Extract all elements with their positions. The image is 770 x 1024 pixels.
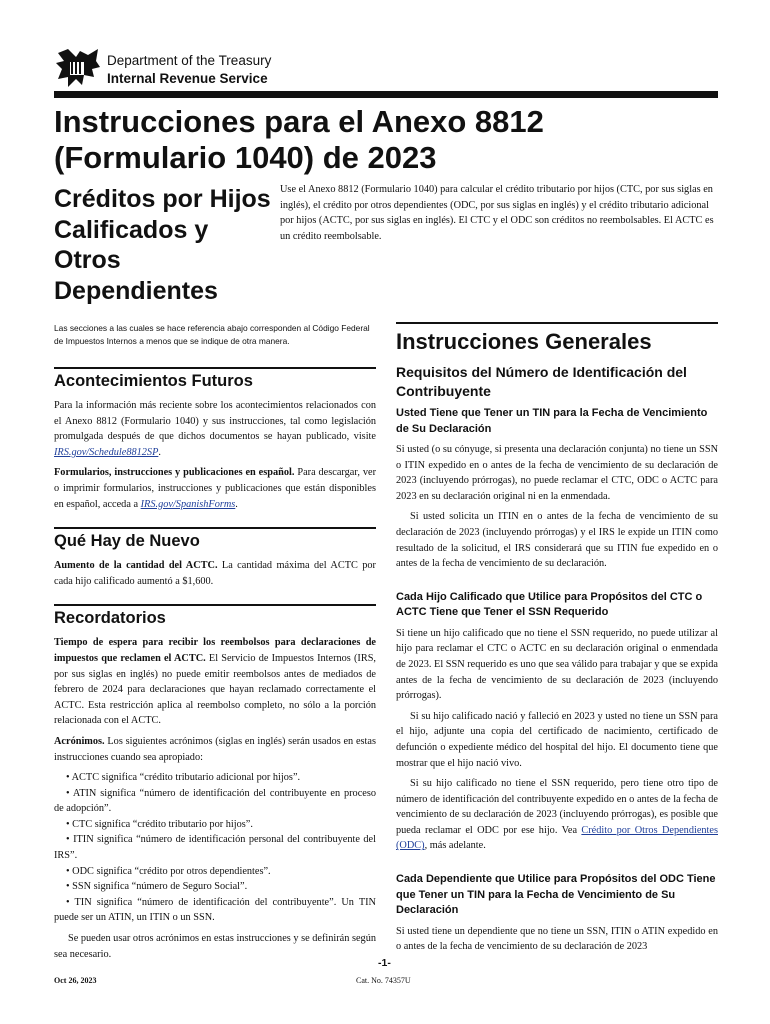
code-reference-note: Las secciones a las cuales se hace referencia abajo corresponden al Código Federal de Impuestos Internos a menos que se indique de otra manera. xyxy=(54,323,370,346)
document-subtitle: Créditos por Hijos Calificados y Otros Dependientes xyxy=(54,185,271,305)
irs-eagle-logo xyxy=(54,47,102,91)
list-item: • ODC significa “crédito por otros dependientes”. xyxy=(66,865,271,877)
list-item: • CTC significa “crédito tributario por hijos”. xyxy=(66,818,253,830)
revision-date: Oct 26, 2023 xyxy=(54,976,97,985)
tin-requirements-heading: Requisitos del Número de Identificación del Contribuyente xyxy=(396,364,687,399)
agency-block xyxy=(107,52,271,88)
future-developments-heading: Acontecimientos Futuros xyxy=(54,367,376,391)
list-item: • TIN significa “número de identificación del contribuyente”. Un TIN puede ser un ATIN, un ITIN o un SSN. xyxy=(54,896,376,924)
agency-name: Internal Revenue Service xyxy=(107,71,268,86)
list-item: • ITIN significa “número de identificación personal del contribuyente del IRS”. xyxy=(54,834,376,862)
tin-by-due-date-text-2: Si usted solicita un ITIN en o antes de la fecha de vencimiento de su declaración de 2023 (incluyendo prórrogas) y el IRS le expide un ITIN como resultado de la solicitud, el IRS considerará que su ITIN fue expedido en o antes de la fecha de vencimiento de su declaración. xyxy=(396,511,718,570)
child-ssn-heading: Cada Hijo Calificado que Utilice para Propósitos del CTC o ACTC Tiene que Tener el SSN Requerido xyxy=(396,590,703,619)
other-acronyms-text: Se pueden usar otros acrónimos en estas instrucciones y se definirán según sea necesario. xyxy=(54,933,376,960)
acronyms-intro: Acrónimos. Los siguientes acrónimos (siglas en inglés) serán usados en estas instrucciones cuando sea apropiado: xyxy=(54,735,376,763)
schedule8812sp-link[interactable]: IRS.gov/Schedule8812SP xyxy=(54,446,159,458)
spanishforms-link[interactable]: IRS.gov/SpanishForms xyxy=(140,498,236,510)
spanish-forms-text: Formularios, instrucciones y publicaciones en español. Para descargar, ver o imprimir formularios, instrucciones y publicaciones que están disponibles en español, acceda a IRS.gov/SpanishForms. xyxy=(54,467,376,510)
header-rule xyxy=(54,91,718,98)
dependent-tin-text: Si usted tiene un dependiente que no tiene un SSN, ITIN o ATIN expedido en o antes de la fecha de vencimiento de su declaración de 2023 xyxy=(396,925,718,953)
department-name: Department of the Treasury xyxy=(107,53,272,68)
intro-paragraph: Use el Anexo 8812 (Formulario 1040) para calcular el crédito tributario por hijos (CTC, por sus siglas en inglés), el crédito por otros dependientes (ODC, por sus siglas en inglés) y el crédito tributario adicional por hijos (ACTC, por sus siglas en inglés). El CTC y el ODC son créditos no reembolsables. El ACTC es un crédito reembolsable. xyxy=(280,184,714,242)
whats-new-text: Aumento de la cantidad del ACTC. La cantidad máxima del ACTC por cada hijo calificado aumentó a $1,600. xyxy=(54,560,376,587)
left-column xyxy=(54,322,376,967)
reminders-heading: Recordatorios xyxy=(54,604,376,628)
acronym-list xyxy=(54,770,376,926)
document-title: Instrucciones para el Anexo 8812 (Formulario 1040) de 2023 xyxy=(54,104,544,175)
catalog-number: Cat. No. 74357U xyxy=(356,976,411,985)
tin-by-due-date-heading: Usted Tiene que Tener un TIN para la Fecha de Vencimiento de Su Declaración xyxy=(396,407,708,435)
right-column xyxy=(396,322,718,960)
page-number: -1- xyxy=(378,957,391,969)
tin-by-due-date-text-1: Si usted (o su cónyuge, si presenta una declaración conjunta) no tiene un SSN o ITIN expedido en o antes de la fecha de vencimiento de su declaración de 2023 (incluyendo prórrogas), no puede reclamar el CTC, ODC o ACTC para 2023 en su declaración original ni en la enmendada. xyxy=(396,444,718,502)
general-instructions-heading: Instrucciones Generales xyxy=(396,322,718,355)
odc-link[interactable]: Crédito por Otros Dependientes (ODC) xyxy=(396,824,718,852)
child-ssn-text-1: Si tiene un hijo calificado que no tiene el SSN requerido, no puede utilizar al hijo para reclamar el CTC o ACTC en su declaración original o enmendada de 2023. El SSN requerido es uno que sea válido para trabajar y que se expida antes de la fecha de vencimiento de su declaración de 2023 (incluyendo prórrogas). xyxy=(396,627,718,702)
child-ssn-text-3: Si su hijo calificado no tiene el SSN requerido, pero tiene otro tipo de número de identificación del contribuyente expedido en o antes de la fecha de vencimiento de su declaración de 2023 (incluyendo prórrogas), es posible que pueda reclamar el ODC por ese hijo. Vea Crédito por Otros Dependientes (ODC), más adelante. xyxy=(396,778,718,852)
list-item: • ACTC significa “crédito tributario adicional por hijos”. xyxy=(66,772,301,784)
refund-wait-text: Tiempo de espera para recibir los reembolsos para declaraciones de impuestos que reclamen el ACTC. El Servicio de Impuestos Internos (IRS, por sus siglas en inglés) no puede emitir reembolsos antes de mediados de febrero de 2024 para declaraciones que hayan reclamado correctamente el ACTC. Esta restricción aplica al reembolso completo, no sólo a la porción relacionada con el ACTC. xyxy=(54,637,376,727)
child-ssn-text-2: Si su hijo calificado nació y falleció en 2023 y usted no tiene un SSN para el hijo, adjunte una copia del certificado de nacimiento, certificado de defunción o expediente médico del hospital del hijo. El documento tiene que mostrar que el hijo nació vivo. xyxy=(396,710,718,769)
list-item: • ATIN significa “número de identificación del contribuyente en proceso de adopción”. xyxy=(54,787,376,815)
future-developments-text: Para la información más reciente sobre los acontecimientos relacionados con el Anexo 8812 (Formulario 1040) y sus instrucciones, tal como legislación promulgada después de que dichos documentos se hayan publicado, visite IRS.gov/Schedule8812SP. xyxy=(54,400,376,458)
dependent-tin-heading: Cada Dependiente que Utilice para Propósitos del ODC Tiene que Tener un TIN para la Fecha de Vencimiento de Su Declaración xyxy=(396,873,716,917)
list-item: • SSN significa “número de Seguro Social”. xyxy=(66,881,248,893)
whats-new-heading: Qué Hay de Nuevo xyxy=(54,527,376,551)
